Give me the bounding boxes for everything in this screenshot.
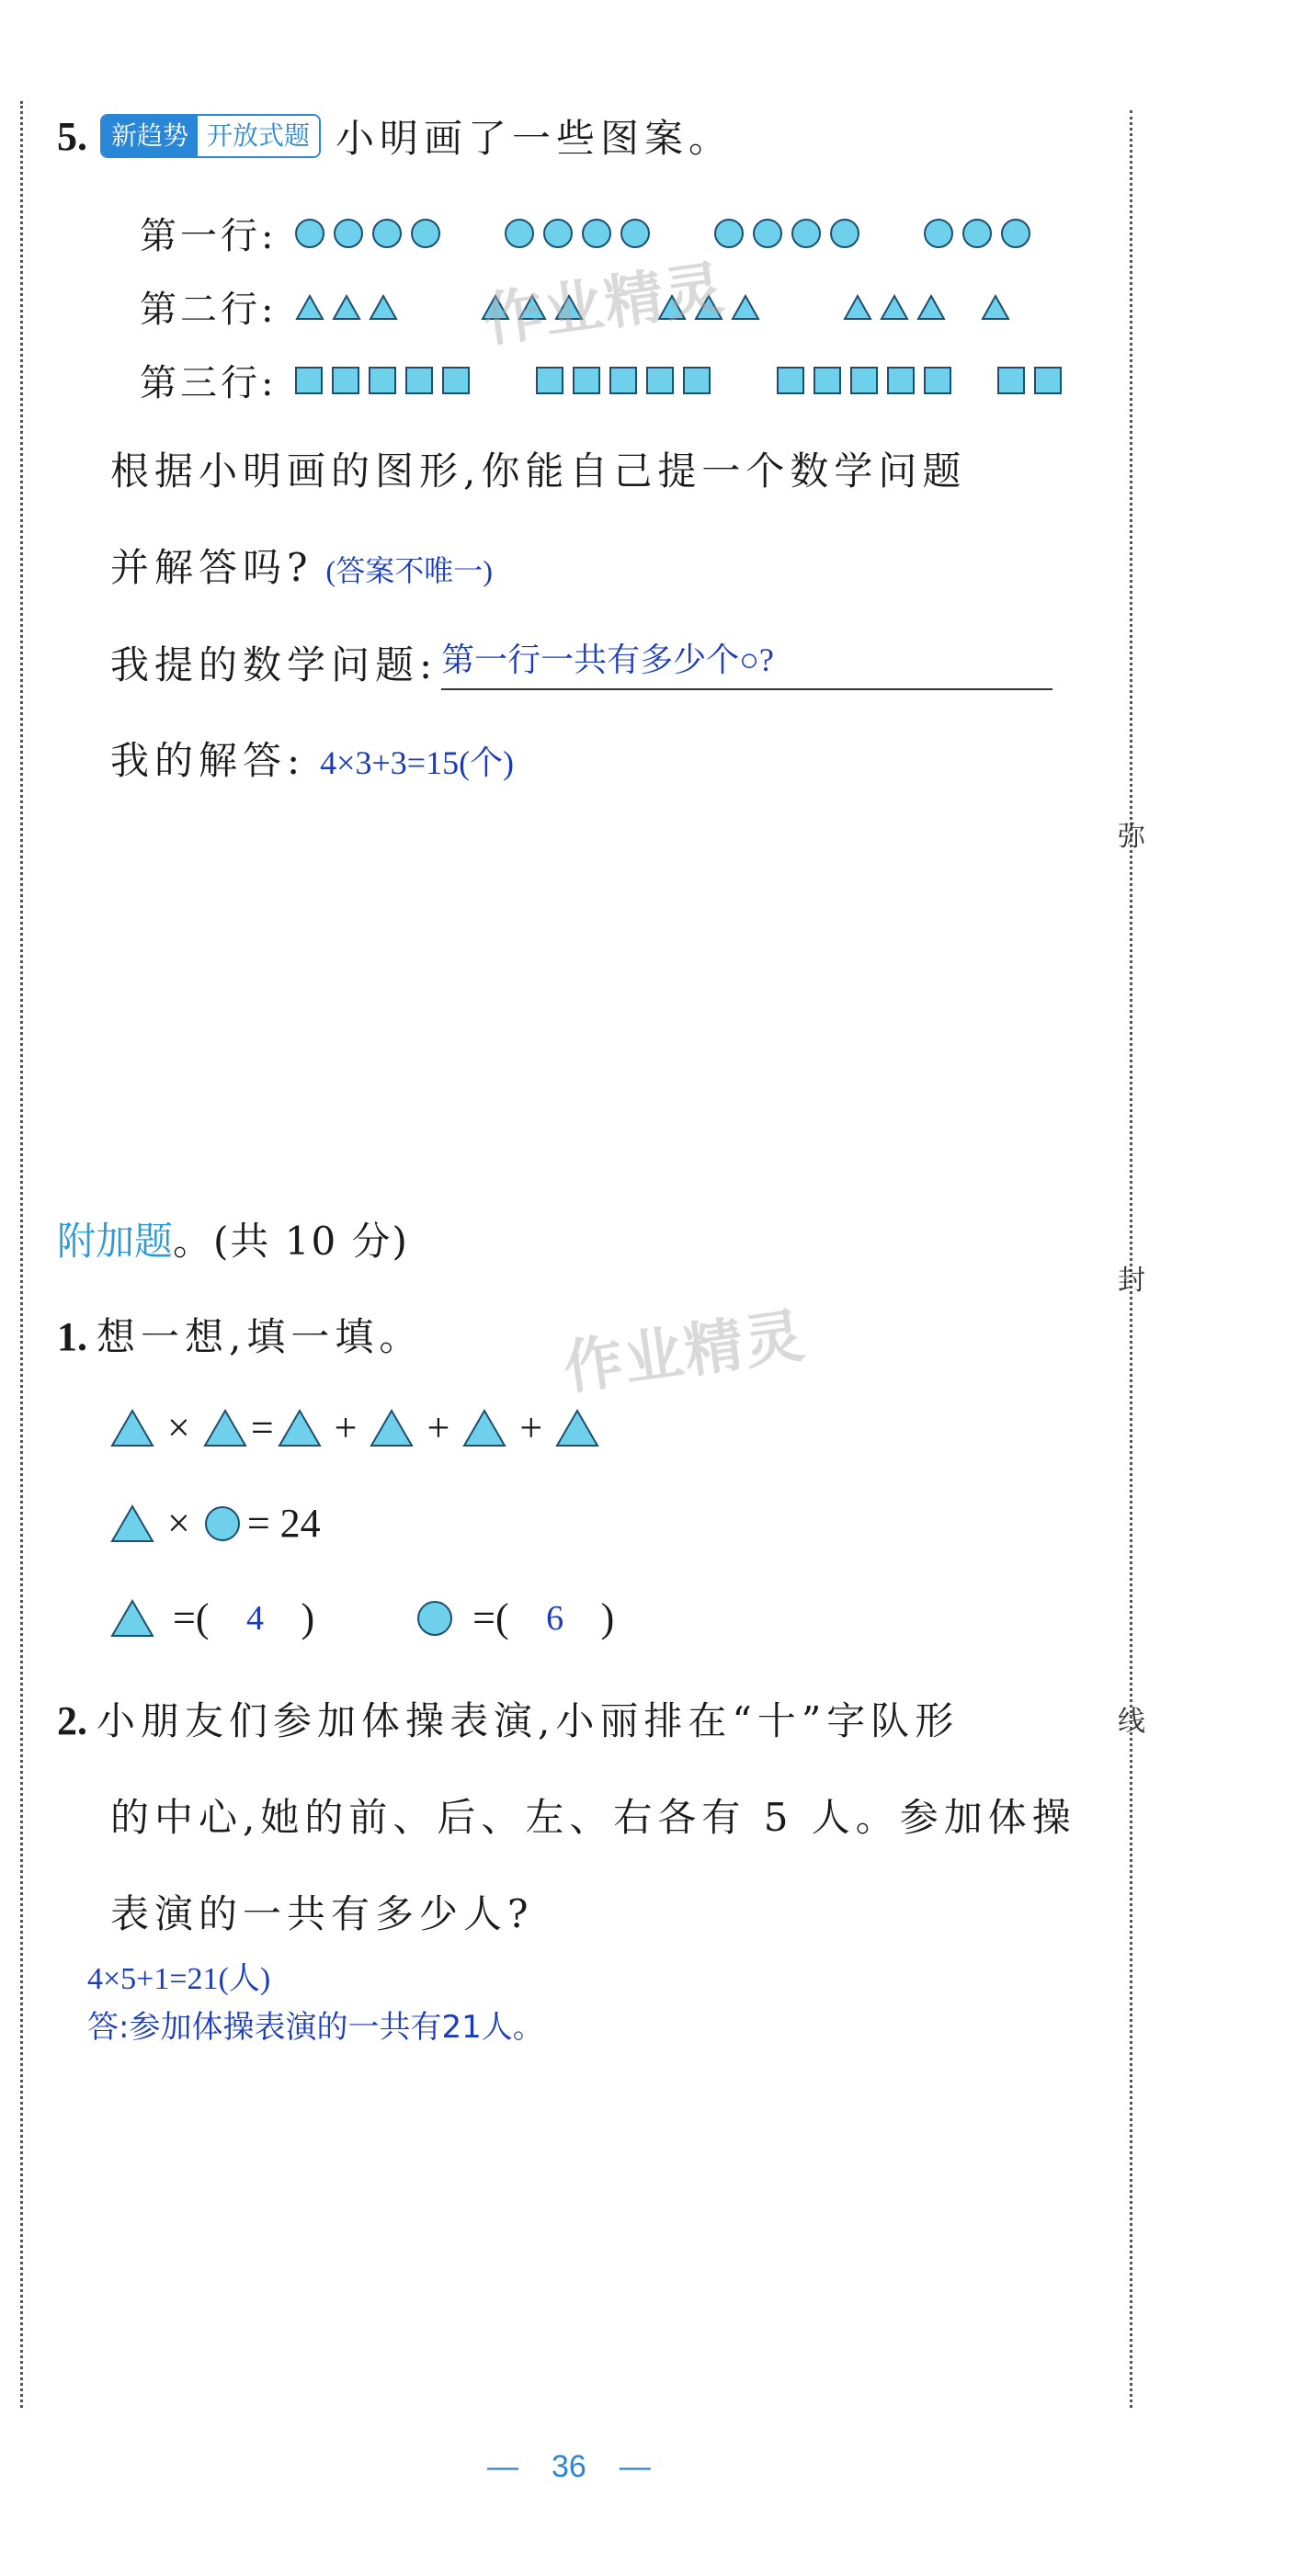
q5-question-row (110, 634, 1052, 690)
triangle-icon (462, 1408, 506, 1448)
square-icon (646, 367, 674, 394)
circle-icon (753, 219, 782, 248)
equation-1 (110, 1404, 599, 1451)
extra-score: 。(共 10 分) (173, 1219, 409, 1264)
circle-icon (924, 219, 953, 248)
q5-solution-answer: 4×3+3=15(个) (320, 744, 515, 781)
triangle-group (843, 293, 953, 321)
q5-note: (答案不唯一) (325, 554, 493, 587)
square-icon (609, 367, 637, 394)
watermark-2: 作业精灵 (559, 1301, 810, 1403)
row-3-shapes (295, 367, 1126, 394)
pattern-row-3 (140, 354, 1126, 406)
page-number: 36 (552, 2449, 586, 2484)
square-icon (536, 367, 563, 394)
circle-icon (1001, 219, 1030, 248)
page-dash-left: — (487, 2449, 518, 2484)
left-dotted-margin (20, 101, 23, 2408)
q5-solution-label: 我的解答: (110, 738, 306, 783)
extra-q1-header (57, 1307, 423, 1362)
circle-icon (372, 219, 402, 248)
circle-icon (714, 219, 744, 248)
square-icon (997, 367, 1025, 394)
q5-prompt-line2-row (110, 538, 493, 593)
triangle-icon (370, 1408, 414, 1448)
square-icon (332, 367, 359, 394)
watermark-1: 作业精灵 (479, 254, 730, 356)
square-icon (850, 367, 878, 394)
triangle-icon (110, 1504, 154, 1544)
binding-label-mi: 弥 (1118, 821, 1145, 853)
square-icon (442, 367, 470, 394)
circle-icon (582, 219, 611, 248)
extra-q1-number: 1. (57, 1314, 87, 1359)
extra-q2-line1-row (57, 1691, 959, 1746)
square-icon (405, 367, 433, 394)
circle-icon (620, 219, 650, 248)
circle-icon (203, 1504, 242, 1543)
row-3-label: 第三行: (140, 362, 278, 404)
triangle-icon (295, 293, 324, 321)
q5-question-blank (441, 634, 1052, 690)
extra-q2-answer-calc: 4×5+1=21(人) (87, 1962, 271, 1996)
extra-header (57, 1211, 409, 1266)
triangle-icon (369, 293, 398, 321)
pattern-row-1 (140, 207, 1095, 259)
triangle-icon (203, 1408, 247, 1448)
circle-icon (543, 219, 573, 248)
square-group (295, 367, 479, 394)
times-sign: × (167, 1501, 190, 1546)
equation-3 (110, 1594, 614, 1641)
q5-title: 小明画了一些图案。 (336, 116, 734, 161)
circle-icon (295, 219, 324, 248)
page-footer (487, 2449, 651, 2485)
plus-sign: + (334, 1405, 358, 1450)
q5-tag-trend: 新趋势 (102, 116, 198, 156)
q5-question-label: 我提的数学问题: (110, 642, 438, 687)
circle-icon (505, 219, 534, 248)
equals-sign: = (250, 1405, 274, 1450)
circle-group (505, 219, 659, 248)
plus-sign: + (519, 1405, 543, 1450)
square-icon (573, 367, 600, 394)
q5-header (57, 108, 733, 164)
circle-icon (334, 219, 363, 248)
extra-q2-number: 2. (57, 1698, 87, 1743)
triangle-answer: 4 (245, 1598, 264, 1638)
binding-label-feng: 封 (1118, 1265, 1145, 1297)
q5-question-answer: 第一行一共有多少个○? (441, 641, 774, 678)
square-icon (813, 367, 841, 394)
q5-tag-open: 开放式题 (198, 116, 319, 156)
triangle-icon (278, 1408, 322, 1448)
page-dash-right: — (619, 2449, 651, 2484)
square-group (777, 367, 961, 394)
square-icon (1034, 367, 1062, 394)
equals-24: = 24 (246, 1501, 321, 1546)
triangle-icon (110, 1598, 154, 1639)
circle-icon (791, 219, 821, 248)
extra-q2-answer-text: 答:参加体操表演的一共有21人。 (87, 2009, 544, 2046)
square-group (536, 367, 720, 394)
circle-group (714, 219, 869, 248)
triangle-icon (110, 1408, 154, 1448)
triangle-close-paren: ) (301, 1595, 315, 1640)
q5-prompt-line1: 根据小明画的图形,你能自己提一个数学问题 (110, 448, 967, 494)
square-icon (924, 367, 951, 394)
times-sign: × (167, 1405, 190, 1450)
square-icon (683, 367, 711, 394)
equation-2 (110, 1500, 321, 1547)
square-icon (295, 367, 323, 394)
extra-q2-line3: 表演的一共有多少人? (110, 1891, 534, 1936)
circle-close-paren: ) (600, 1595, 615, 1640)
circle-equals: =( (472, 1595, 509, 1640)
extra-title: 附加题 (57, 1219, 174, 1264)
q5-prompt-line2: 并解答吗? (110, 545, 313, 590)
triangle-icon (981, 293, 1010, 321)
triangle-equals: =( (173, 1595, 210, 1640)
triangle-icon (880, 293, 909, 321)
triangle-icon (332, 293, 361, 321)
extra-q1-text: 想一想,填一填。 (97, 1314, 424, 1359)
q5-number: 5. (57, 113, 87, 159)
triangle-group (981, 293, 1018, 321)
circle-group (924, 219, 1040, 248)
q5-solution-row (110, 731, 514, 786)
extra-q2-line1: 小朋友们参加体操表演,小丽排在“十”字队形 (97, 1698, 960, 1743)
q5-tag (100, 114, 321, 158)
binding-label-xian: 线 (1118, 1706, 1145, 1738)
circle-group (295, 219, 449, 248)
circle-icon (962, 219, 992, 248)
circle-icon (411, 219, 440, 248)
triangle-group (295, 293, 405, 321)
square-icon (369, 367, 396, 394)
plus-sign: + (427, 1405, 450, 1450)
triangle-icon (555, 1408, 599, 1448)
triangle-icon (916, 293, 946, 321)
square-icon (777, 367, 804, 394)
row-1-label: 第一行: (140, 215, 278, 257)
extra-q2-line2: 的中心,她的前、后、左、右各有 5 人。参加体操 (110, 1795, 1076, 1840)
circle-answer: 6 (546, 1598, 564, 1638)
square-group (997, 367, 1071, 394)
triangle-icon (843, 293, 872, 321)
triangle-icon (731, 293, 760, 321)
circle-icon (415, 1599, 454, 1638)
circle-icon (830, 219, 859, 248)
row-2-label: 第二行: (140, 289, 278, 331)
square-icon (887, 367, 915, 394)
